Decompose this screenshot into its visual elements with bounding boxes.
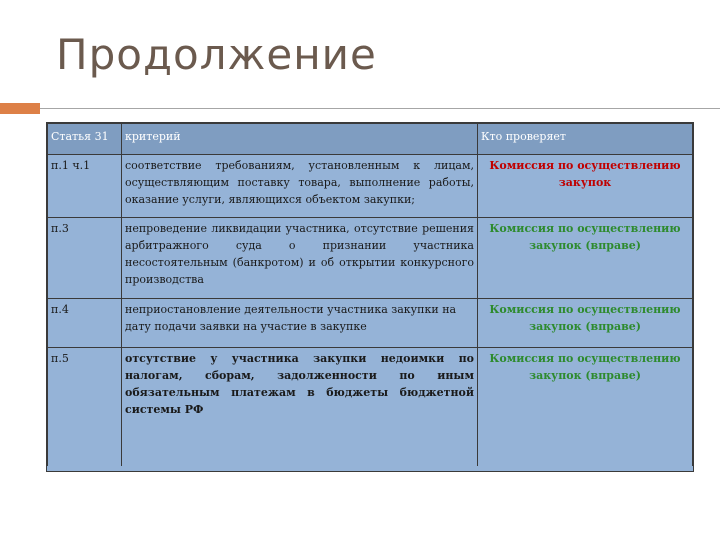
table-row xyxy=(48,218,693,299)
table-row xyxy=(48,155,693,218)
article-cell: п.1 ч.1 xyxy=(48,155,122,218)
article-cell: п.5 xyxy=(48,348,122,467)
slide-title: Продолжение xyxy=(56,30,377,79)
table-row xyxy=(48,299,693,348)
header-checker: Кто проверяет xyxy=(478,124,693,155)
checker-cell: Комиссия по осуществлению закупок (вправе) xyxy=(478,218,693,299)
checker-cell: Комиссия по осуществлению закупок (вправе) xyxy=(478,348,693,467)
article-cell: п.4 xyxy=(48,299,122,348)
checker-cell: Комиссия по осуществлению закупок (вправе) xyxy=(478,299,693,348)
header-article: Статья 31 xyxy=(48,124,122,155)
header-criterion: критерий xyxy=(122,124,478,155)
article-cell: п.3 xyxy=(48,218,122,299)
table-row xyxy=(48,348,693,467)
title-divider xyxy=(40,108,720,109)
table-header-row xyxy=(48,124,693,155)
title-accent-bar xyxy=(0,103,40,114)
checker-cell: Комиссия по осуществлению закупок xyxy=(478,155,693,218)
criterion-cell: неприостановление деятельности участника закупки на дату подачи заявки на участие в закупке xyxy=(122,299,478,348)
criteria-table xyxy=(46,122,694,472)
criterion-cell: непроведение ликвидации участника, отсутствие решения арбитражного суда о признании участника несостоятельным (банкротом) и об открытии конкурсного производства xyxy=(122,218,478,299)
criterion-cell: соответствие требованиям, установленным к лицам, осуществляющим поставку товара, выполнение работы, оказание услуги, являющихся объектом закупки; xyxy=(122,155,478,218)
criterion-cell: отсутствие у участника закупки недоимки по налогам, сборам, задолженности по иным обязательным платежам в бюджеты бюджетной системы РФ xyxy=(122,348,478,467)
